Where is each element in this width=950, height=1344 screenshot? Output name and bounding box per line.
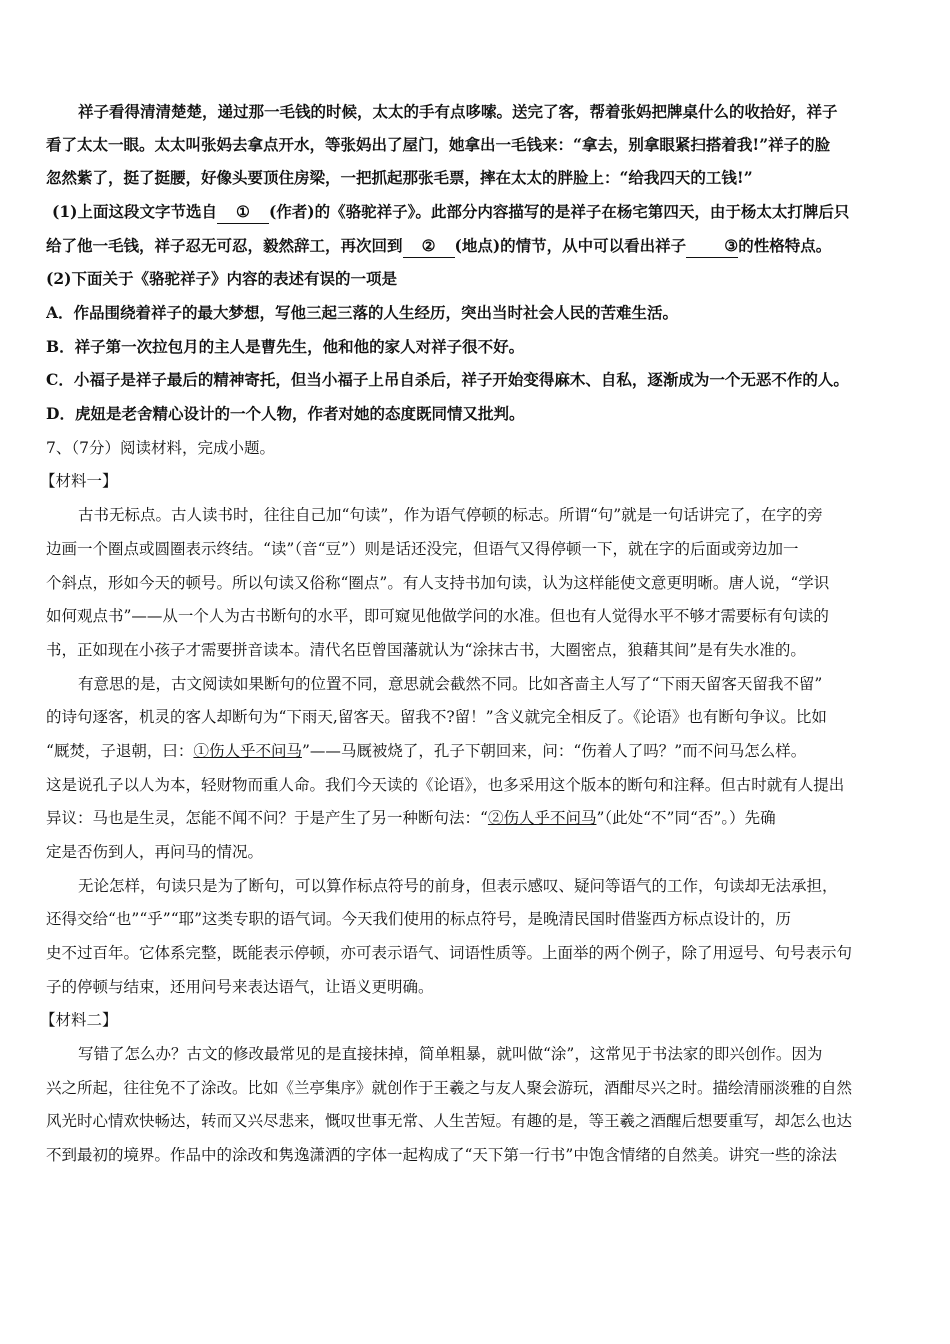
option-b: B．祥子第一次拉包月的主人是曹先生，他和他的家人对祥子很不好。 bbox=[46, 337, 525, 356]
material-1-line: “厩焚，子退朝，曰：①伤人乎不问马”——马厩被烧了，孔子下朝回来，问：“伤着人了吗？”而不问马怎么样。 bbox=[46, 742, 807, 760]
material-2-line: 兴之所起，往往免不了涂改。比如《兰亭集序》就创作于王羲之与友人聚会游玩，酒酣尽兴之时。描绘清丽淡雅的自然 bbox=[46, 1079, 853, 1097]
passage-line: 忽然紫了，挺了挺腰，好像头要顶住房梁，一把抓起那张毛票，摔在太太的胖脸上：“给我四天的工钱!” bbox=[46, 168, 753, 187]
material-2-line: 写错了怎么办？古文的修改最常见的是直接抹掉，简单粗暴，就叫做“涂”，这常见于书法家的即兴创作。因为 bbox=[78, 1045, 823, 1063]
material-2-heading: 【材料二】 bbox=[40, 1011, 118, 1029]
material-2-line: 风光时心情欢快畅达，转而又兴尽悲来，慨叹世事无常、人生苦短。有趣的是，等王羲之酒醒后想要重写，却怎么也达 bbox=[46, 1112, 853, 1130]
option-a: A．作品围绕着祥子的最大梦想，写他三起三落的人生经历，突出当时社会人民的苦难生活。 bbox=[46, 303, 679, 322]
material-1-line: 如何观点书”——从一个人为古书断句的水平，即可窥见他做学问的水准。但也有人觉得水平不够才需要标有句读的 bbox=[46, 607, 829, 625]
question-7-title: 7、（7分）阅读材料，完成小题。 bbox=[46, 439, 275, 457]
material-1-line: 无论怎样，句读只是为了断句，可以算作标点符号的前身，但表示感叹、疑问等语气的工作，句读却无法承担， bbox=[78, 877, 838, 895]
material-1-line: 书，正如现在小孩子才需要拼音读本。清代名臣曾国藩就认为“涂抹古书，大圈密点，狼藉其间”是有失水准的。 bbox=[46, 641, 806, 659]
underlined-phrase-1: ①伤人乎不问马 bbox=[193, 742, 302, 760]
material-1-line: 这是说孔子以人为本，轻财物而重人命。我们今天读的《论语》，也多采用这个版本的断句和注释。但古时就有人提出 bbox=[46, 776, 845, 794]
blank-1: ① bbox=[217, 201, 269, 224]
question-2-stem: (2)下面关于《骆驼祥子》内容的表述有误的一项是 bbox=[46, 269, 397, 288]
question-1-line-2: 给了他一毛钱，祥子忍无可忍，毅然辞工，再次回到 ② (地点)的情节，从中可以看出祥子 ③的性格特点。 bbox=[46, 235, 906, 258]
material-1-heading: 【材料一】 bbox=[40, 472, 118, 490]
material-1-line: 定是否伤到人，再问马的情况。 bbox=[46, 843, 264, 861]
material-2-line: 不到最初的境界。作品中的涂改和隽逸潇洒的字体一起构成了“天下第一行书”中饱含情绪的自然美。讲究一些的涂法 bbox=[46, 1146, 837, 1164]
material-1-line: 有意思的是，古文阅读如果断句的位置不同，意思就会截然不同。比如吝啬主人写了“下雨天留客天留我不留” bbox=[78, 675, 823, 693]
material-1-line: 史不过百年。它体系完整，既能表示停顿，亦可表示语气、词语性质等。上面举的两个例子，除了用逗号、句号表示句 bbox=[46, 944, 853, 962]
option-c: C．小福子是祥子最后的精神寄托，但当小福子上吊自杀后，祥子开始变得麻木、自私，逐渐成为一个无恶不作的人。 bbox=[46, 370, 849, 389]
material-1-line: 的诗句逐客，机灵的客人却断句为“下雨天,留客天。留我不?留！”含义就完全相反了。《论语》也有断句争议。比如 bbox=[46, 708, 827, 726]
passage-line: 祥子看得清清楚楚，递过那一毛钱的时候，太太的手有点哆嗦。送完了客，帮着张妈把牌桌什么的收拾好，祥子 bbox=[78, 102, 838, 121]
material-1-line: 个斜点，形如今天的顿号。所以句读又俗称“圈点”。有人支持书加句读，认为这样能使文意更明晰。唐人说，“学识 bbox=[46, 574, 830, 592]
material-1-line: 还得交给“也”“乎”“耶”这类专职的语气词。今天我们使用的标点符号，是晚清民国时借鉴西方标点设计的，历 bbox=[46, 910, 792, 928]
material-1-line: 子的停顿与结束，还用问号来表达语气，让语义更明确。 bbox=[46, 978, 434, 996]
question-1-line-1: (1)上面这段文字节选自 ① (作者)的《骆驼祥子》。此部分内容描写的是祥子在杨宅第四天，由于杨太太打牌后只 bbox=[52, 201, 912, 224]
passage-line: 看了太太一眼。太太叫张妈去拿点开水，等张妈出了屋门，她拿出一毛钱来：“拿去，别拿眼紧扫搭着我!”祥子的脸 bbox=[46, 135, 831, 154]
blank-3: ③ bbox=[686, 235, 738, 258]
material-1-line: 异议：马也是生灵，怎能不闻不问？于是产生了另一种断句法：“②伤人乎不问马”（此处“不”同“否”。）先确 bbox=[46, 809, 776, 827]
material-1-line: 边画一个圈点或圆圈表示终结。“读”（音“豆”）则是话还没完，但语气又得停顿一下，就在字的后面或旁边加一 bbox=[46, 540, 799, 558]
underlined-phrase-2: ②伤人乎不问马 bbox=[487, 809, 597, 827]
blank-2: ② bbox=[403, 235, 455, 258]
option-d: D．虎妞是老舍精心设计的一个人物，作者对她的态度既同情又批判。 bbox=[46, 404, 525, 423]
material-1-line: 古书无标点。古人读书时，往往自己加“句读”，作为语气停顿的标志。所谓“句”就是一句话讲完了，在字的旁 bbox=[78, 506, 823, 524]
